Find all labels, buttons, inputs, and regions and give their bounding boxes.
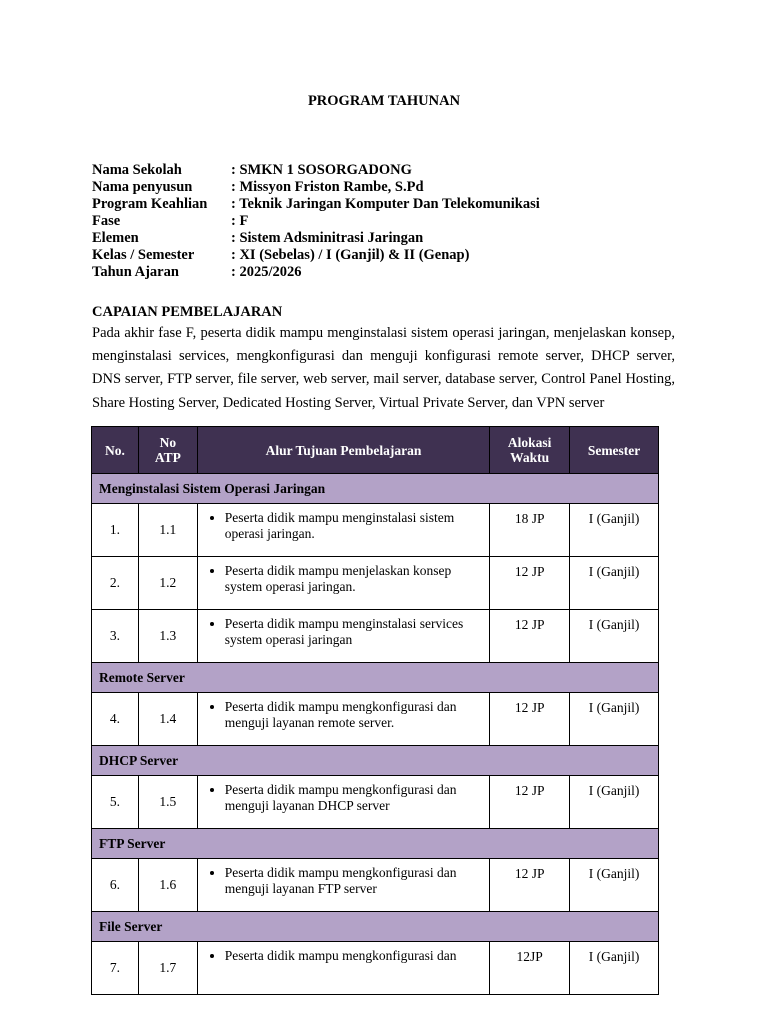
goal-item: • Peserta didik mampu menjelaskan konsep system operasi jaringan. — [225, 563, 479, 594]
section-title: FTP Server — [92, 829, 659, 859]
cell-no: 2. — [92, 557, 139, 610]
table-row — [92, 693, 659, 746]
section-title: Menginstalasi Sistem Operasi Jaringan — [92, 474, 659, 504]
cell-semester: I (Ganjil) — [570, 557, 659, 610]
section-title: DHCP Server — [92, 746, 659, 776]
identity-value: : XI (Sebelas) / I (Ganjil) & II (Genap) — [231, 247, 470, 263]
identity-value: : Missyon Friston Rambe, S.Pd — [231, 179, 424, 195]
cell-no: 4. — [92, 693, 139, 746]
header-no-atp-line2: ATP — [154, 450, 181, 465]
section-row — [92, 474, 659, 504]
cell-waktu: 12 JP — [490, 610, 570, 663]
header-semester: Semester — [570, 427, 659, 474]
cell-atp: 1.7 — [138, 942, 197, 995]
header-alokasi — [490, 427, 570, 474]
cell-waktu: 18 JP — [490, 504, 570, 557]
cell-goal — [197, 557, 489, 610]
section-title: File Server — [92, 912, 659, 942]
identity-row — [92, 196, 540, 213]
cell-goal — [197, 942, 489, 995]
cell-waktu: 12 JP — [490, 776, 570, 829]
cell-atp: 1.5 — [138, 776, 197, 829]
goal-item: • Peserta didik mampu mengkonfigurasi dan — [225, 948, 479, 964]
identity-label: Tahun Ajaran — [92, 264, 179, 280]
section-title: Remote Server — [92, 663, 659, 693]
identity-value: : 2025/2026 — [231, 264, 302, 280]
cell-atp: 1.3 — [138, 610, 197, 663]
capaian-paragraph: Pada akhir fase F, peserta didik mampu menginstalasi sistem operasi jaringan, menjelaskan konsep, menginstalasi services, mengkonfigurasi dan menguji konfigurasi remote server, DHCP server, DNS server, FTP server, file server, web server, mail server, database server, Control Panel Hosting, Share Hosting Server, Dedicated Hosting Server, Virtual Private Server, dan VPN server — [92, 325, 675, 411]
cell-waktu: 12 JP — [490, 693, 570, 746]
identity-row — [92, 264, 540, 281]
table-row — [92, 504, 659, 557]
identity-label: Kelas / Semester — [92, 247, 195, 263]
table-header-row — [92, 427, 659, 474]
identity-row — [92, 213, 540, 230]
identity-row — [92, 179, 540, 196]
goal-item: • Peserta didik mampu mengkonfigurasi dan menguji layanan remote server. — [225, 699, 479, 730]
cell-no: 7. — [92, 942, 139, 995]
identity-label: Nama Sekolah — [92, 162, 182, 178]
identity-value: : Teknik Jaringan Komputer Dan Telekomunikasi — [231, 196, 540, 212]
goal-item: • Peserta didik mampu mengkonfigurasi dan menguji layanan FTP server — [225, 865, 479, 896]
table-row — [92, 942, 659, 995]
header-no-atp-line1: No — [159, 435, 177, 450]
header-alokasi-line2: Waktu — [510, 450, 550, 465]
capaian-heading: CAPAIAN PEMBELAJARAN — [92, 304, 283, 320]
cell-waktu: 12 JP — [490, 859, 570, 912]
cell-goal — [197, 504, 489, 557]
section-row — [92, 663, 659, 693]
identity-block — [92, 162, 540, 281]
cell-semester: I (Ganjil) — [570, 610, 659, 663]
cell-semester: I (Ganjil) — [570, 859, 659, 912]
identity-value: : Sistem Adsminitrasi Jaringan — [231, 230, 424, 246]
page-title: PROGRAM TAHUNAN — [307, 93, 461, 109]
cell-waktu: 12JP — [490, 942, 570, 995]
identity-row — [92, 230, 540, 247]
cell-goal — [197, 610, 489, 663]
cell-atp: 1.6 — [138, 859, 197, 912]
goal-item: • Peserta didik mampu menginstalasi sistem operasi jaringan. — [225, 510, 479, 541]
cell-goal — [197, 693, 489, 746]
identity-label: Fase — [92, 213, 121, 229]
cell-goal — [197, 859, 489, 912]
table-row — [92, 557, 659, 610]
cell-semester: I (Ganjil) — [570, 776, 659, 829]
identity-row — [92, 247, 540, 264]
identity-value: : F — [231, 213, 249, 229]
identity-label: Nama penyusun — [92, 179, 193, 195]
cell-atp: 1.1 — [138, 504, 197, 557]
cell-no: 3. — [92, 610, 139, 663]
identity-label: Program Keahlian — [92, 196, 208, 212]
section-row — [92, 912, 659, 942]
cell-semester: I (Ganjil) — [570, 504, 659, 557]
goal-item: • Peserta didik mampu menginstalasi services system operasi jaringan — [225, 616, 479, 647]
header-alokasi-line1: Alokasi — [507, 435, 552, 450]
atp-table — [91, 426, 659, 995]
cell-waktu: 12 JP — [490, 557, 570, 610]
cell-semester: I (Ganjil) — [570, 942, 659, 995]
identity-row — [92, 162, 540, 179]
header-no: No. — [92, 427, 139, 474]
cell-no: 5. — [92, 776, 139, 829]
cell-atp: 1.4 — [138, 693, 197, 746]
table-row — [92, 859, 659, 912]
cell-atp: 1.2 — [138, 557, 197, 610]
table-row — [92, 610, 659, 663]
table-row — [92, 776, 659, 829]
cell-no: 6. — [92, 859, 139, 912]
section-row — [92, 746, 659, 776]
cell-goal — [197, 776, 489, 829]
header-alur: Alur Tujuan Pembelajaran — [197, 427, 489, 474]
identity-label: Elemen — [92, 230, 139, 246]
section-row — [92, 829, 659, 859]
goal-item: • Peserta didik mampu mengkonfigurasi dan menguji layanan DHCP server — [225, 782, 479, 813]
header-no-atp — [138, 427, 197, 474]
cell-semester: I (Ganjil) — [570, 693, 659, 746]
cell-no: 1. — [92, 504, 139, 557]
identity-value: : SMKN 1 SOSORGADONG — [231, 162, 412, 178]
